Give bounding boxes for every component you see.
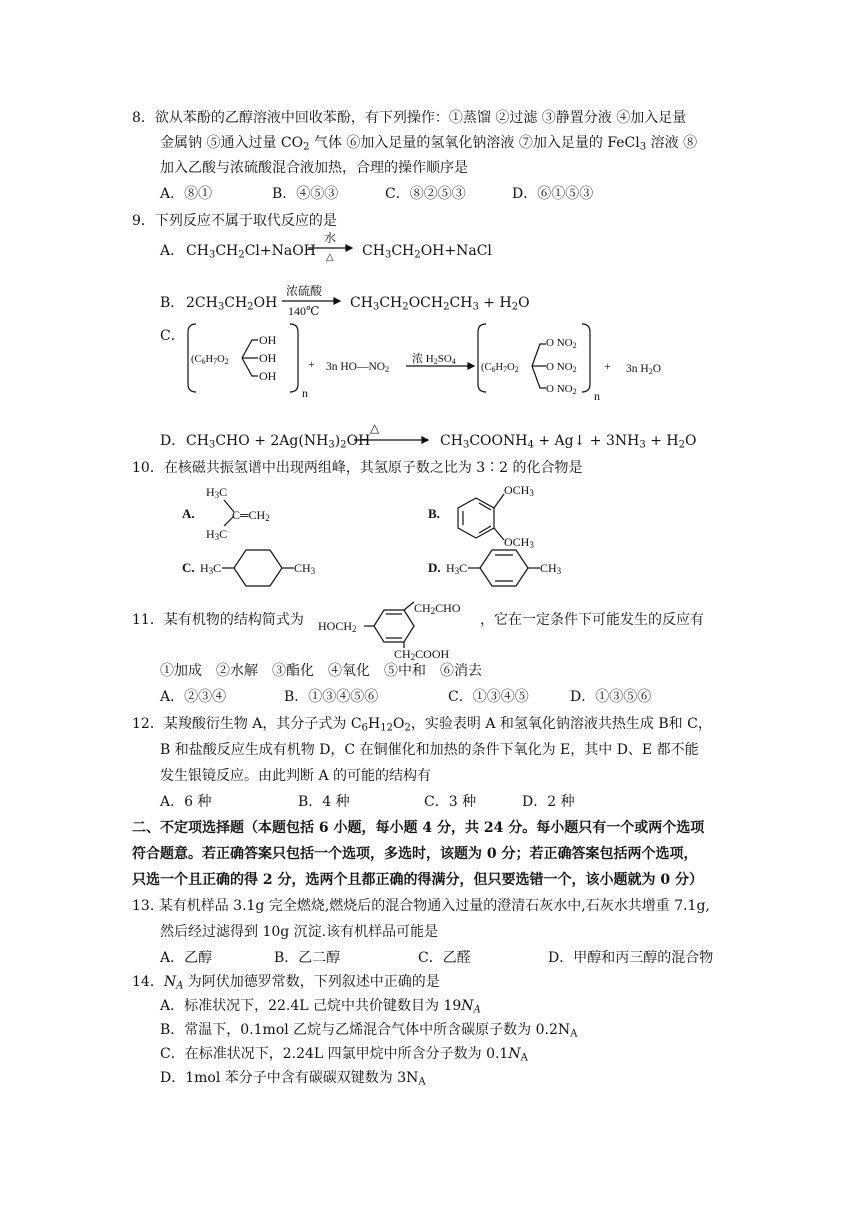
svg-text:3n H2O: 3n H2O xyxy=(626,363,661,376)
q13-option-b: B．乙二醇 xyxy=(274,950,341,966)
q8-option-a: A．⑧① xyxy=(160,186,213,202)
q12-option-b: B．4 种 xyxy=(298,794,350,810)
q11-option-b: B．①③④⑤⑥ xyxy=(284,689,379,705)
q9-c-equation xyxy=(186,322,706,402)
q9-c-label: C． xyxy=(160,328,185,344)
section2-line1: 二、不定项选择题（本题包括 6 小题，每小题 4 分，共 24 分。每小题只有一个或两个选项 xyxy=(132,820,705,836)
svg-text:3n HO—NO2: 3n HO—NO2 xyxy=(326,361,390,374)
q11-stem-a: 11．某有机物的结构简式为 xyxy=(132,612,304,628)
q9-d-arrow xyxy=(352,422,432,446)
q8-option-b: B．④⑤③ xyxy=(272,186,339,202)
q8-line3: 加入乙酸与浓硫酸混合液加热，合理的操作顺序是 xyxy=(160,160,468,176)
svg-text:OCH3: OCH3 xyxy=(504,483,534,498)
q11-option-d: D．①③⑤⑥ xyxy=(570,689,652,705)
svg-text:H3C: H3C xyxy=(446,561,468,576)
q12-line3: 发生银镜反应。由此判断 A 的可能的结构有 xyxy=(160,768,432,784)
svg-text:O NO2: O NO2 xyxy=(546,383,577,396)
svg-text:C═CH2: C═CH2 xyxy=(232,508,270,523)
section2-line2: 符合题意。若正确答案只包括一个选项，多选时，该题为 0 分；若正确答案包括两个选项， xyxy=(132,846,698,862)
q9-c-oh-1: OH xyxy=(259,333,277,347)
q11-reactions: ①加成 ②水解 ③酯化 ④氧化 ⑤中和 ⑥消去 xyxy=(160,663,482,679)
q14-stem: 14．$N_A$ 为阿伏加德罗常数，下列叙述中正确的是 xyxy=(132,974,440,992)
q9-a-under: △ xyxy=(326,252,334,263)
q10-d-label: D. xyxy=(428,560,441,575)
q10-stem: 10．在核磁共振氢谱中出现两组峰，其氢原子数之比为 3∶2 的化合物是 xyxy=(132,460,583,476)
q12-option-c: C．3 种 xyxy=(424,794,477,810)
q9-b-product: $CH_3CH_2OCH_2CH_3 + H_2O$ xyxy=(350,295,530,313)
svg-text:浓 H2SO4: 浓 H2SO4 xyxy=(412,353,456,366)
q8-option-c: C．⑧②⑤③ xyxy=(385,186,466,202)
svg-text:(C6H7O2: (C6H7O2 xyxy=(481,362,519,374)
q9-c-oh-2: OH xyxy=(259,351,277,365)
q11-option-a: A．②③④ xyxy=(160,689,227,705)
q11-option-c: C．①③④⑤ xyxy=(448,689,529,705)
svg-text:(C6H7O2: (C6H7O2 xyxy=(191,354,229,366)
q9-a-label: A． xyxy=(160,243,185,259)
q14-option-d: D．1mol 苯分子中含有碳碳双键数为 $3N_A$ xyxy=(160,1070,426,1088)
svg-text:CH3: CH3 xyxy=(540,561,562,576)
q13-line2: 然后经过滤得到 10g 沉淀.该有机样品可能是 xyxy=(160,924,439,940)
q11-structure xyxy=(318,600,488,660)
q14-option-a: A．标准状况下，22.4L 己烷中共价键数目为 $19N_A$ xyxy=(160,998,481,1016)
svg-text:HOCH2: HOCH2 xyxy=(318,619,357,634)
section2-line3: 只选一个且正确的得 2 分，选两个且都正确的得满分，但只要选错一个，该小题就为 0 分） xyxy=(132,872,703,888)
q9-d-over: △ xyxy=(370,421,380,435)
svg-text:CH2COOH: CH2COOH xyxy=(394,647,450,662)
q9-c-n-1: n xyxy=(302,386,308,400)
q12-line1: 12．某羧酸衍生物 A，其分子式为 $C_6H_{12}O_2$，实验表明 A 和氢氧化钠溶液共热生成 B和 C， xyxy=(132,716,712,734)
q13-option-c: C．乙醛 xyxy=(418,950,471,966)
q12-line2: B 和盐酸反应生成有机物 D，C 在铜催化和加热的条件下氧化为 E，其中 D、E 都不能 xyxy=(160,742,699,758)
q8-option-d: D．⑥①⑤③ xyxy=(512,186,594,202)
q9-b-label: B． xyxy=(160,295,185,311)
q9-a-arrow xyxy=(306,232,356,262)
svg-text:OCH3: OCH3 xyxy=(504,535,534,550)
q10-structures xyxy=(180,482,600,592)
q12-option-a: A．6 种 xyxy=(160,794,212,810)
q9-b-under: 140℃ xyxy=(288,304,320,318)
q13-option-a: A．乙醇 xyxy=(160,950,213,966)
q9-b-over: 浓硫酸 xyxy=(286,284,323,298)
q10-c-label: C. xyxy=(182,560,195,575)
q9-d-label: D． xyxy=(160,433,186,449)
q13-option-d: D．甲醇和丙三醇的混合物 xyxy=(548,950,714,966)
q9-c-n-2: n xyxy=(594,389,600,403)
q13-line1: 13. 某有机样品 3.1g 完全燃烧,燃烧后的混合物通入过量的澄清石灰水中,石灰水共增重 7.1g, xyxy=(132,898,710,914)
q9-c-oh-3: OH xyxy=(259,369,277,383)
q9-d-product: $CH_3COONH_4$ + Ag↓ + $3NH_3 + H_2O$ xyxy=(440,433,697,451)
svg-text:O NO2: O NO2 xyxy=(546,361,577,374)
svg-text:H3C: H3C xyxy=(200,561,222,576)
q11-stem-b: ，它在一定条件下可能发生的反应有 xyxy=(480,612,704,628)
q9-d-reactant: $CH_3CHO + 2Ag(NH_3)_2OH$ xyxy=(186,433,371,451)
q8-line2: 金属钠 ⑤通入过量 $CO_2$ 气体 ⑥加入足量的氢氧化钠溶液 ⑦加入足量的 FeCl$_3$ 溶液 ⑧ xyxy=(160,135,698,153)
q8-line1: 8．欲从苯酚的乙醇溶液中回收苯酚，有下列操作：①蒸馏 ②过滤 ③静置分液 ④加入足量 xyxy=(132,110,687,126)
q9-b-reactant: $2CH_3CH_2OH$ xyxy=(186,295,278,313)
q12-option-d: D．2 种 xyxy=(522,794,575,810)
q9-c-plus-1: + xyxy=(308,357,315,371)
svg-text:CH2CHO: CH2CHO xyxy=(414,601,461,616)
q14-option-c: C．在标准状况下，2.24L 四氯甲烷中所含分子数为 $0.1N_A$ xyxy=(160,1046,528,1064)
svg-text:CH3: CH3 xyxy=(294,561,316,576)
q9-stem: 9．下列反应不属于取代反应的是 xyxy=(132,213,337,229)
svg-text:H3C: H3C xyxy=(206,527,228,542)
q9-a-over: 水 xyxy=(324,231,337,245)
q10-a-label: A. xyxy=(182,506,195,521)
svg-text:H3C: H3C xyxy=(206,485,228,500)
q10-b-label: B. xyxy=(428,506,440,521)
q9-a-product: $CH_3CH_2OH+NaCl$ xyxy=(362,243,492,261)
q14-option-b: B．常温下，0.1mol 乙烷与乙烯混合气体中所含碳原子数为 $0.2N_A$ xyxy=(160,1022,578,1040)
q9-c-plus-2: + xyxy=(604,359,611,373)
svg-text:O NO2: O NO2 xyxy=(546,337,577,350)
q9-b-arrow xyxy=(280,283,344,319)
q9-a-reactant: $CH_3CH_2Cl+NaOH$ xyxy=(186,243,316,261)
